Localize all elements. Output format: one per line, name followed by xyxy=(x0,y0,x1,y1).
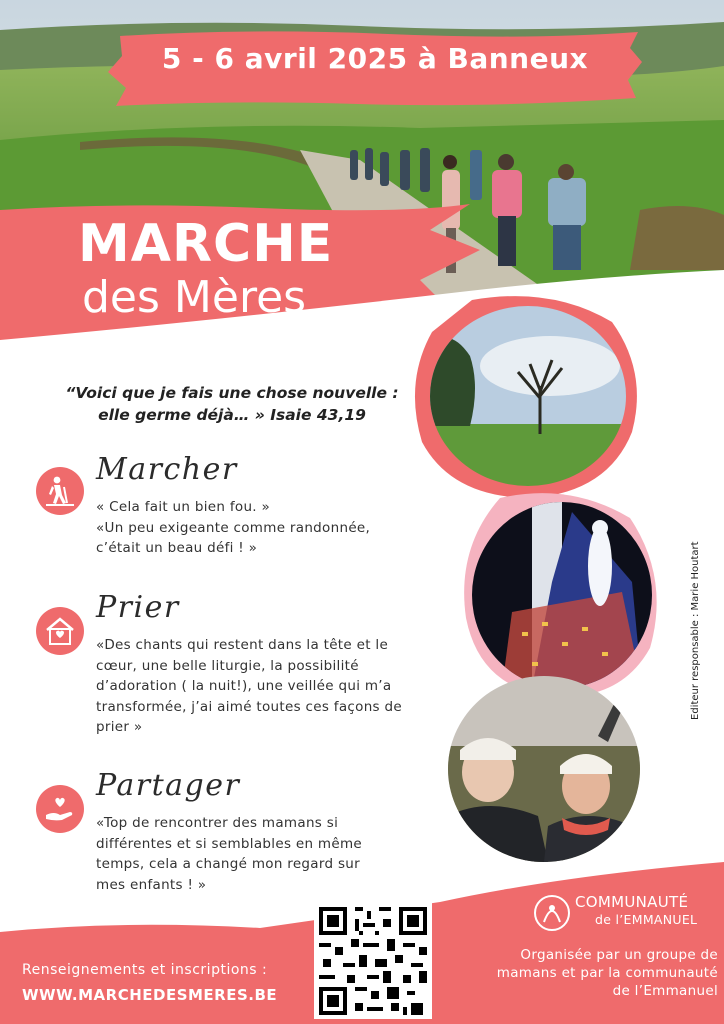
text-line: «Top de rencontrer des mamans si xyxy=(96,815,339,831)
house-heart-icon xyxy=(36,607,84,655)
text-line: transformée, j’ai aimé toutes ces façons de xyxy=(96,698,402,715)
organizer-line: mamans et par la communauté xyxy=(496,965,718,981)
text-line: d’adoration ( la nuit!), une veillée qui m’a xyxy=(96,678,392,694)
logo-text-emmanuel: de l’EMMANUEL xyxy=(595,912,698,927)
website-link[interactable]: WWW.MARCHEDESMERES.BE xyxy=(22,986,278,1004)
organizer-text xyxy=(468,946,718,1000)
title-main: MARCHE xyxy=(78,214,334,274)
photo-statue xyxy=(472,502,652,688)
section-title-marcher: Marcher xyxy=(96,452,238,487)
event-date-location: 5 - 6 avril 2025 à Banneux xyxy=(161,42,589,75)
quote-line-2: elle germe déjà… » Isaie 43,19 xyxy=(98,406,366,424)
photo-two-mothers xyxy=(448,676,640,862)
section-title-prier: Prier xyxy=(96,590,180,625)
logo-text-communaute: COMMUNAUTÉ xyxy=(575,893,689,911)
bible-quote xyxy=(32,382,432,426)
text-line: « Cela fait un bien fou. » xyxy=(96,499,271,515)
emmanuel-logo-icon xyxy=(532,892,572,934)
text-line: «Un peu exigeante comme randonnée, xyxy=(96,519,371,536)
quote-line-1: “Voici que je fais une chose nouvelle : xyxy=(65,384,399,402)
text-line: c’était un beau défi ! » xyxy=(96,540,258,556)
text-line: prier » xyxy=(96,719,143,735)
info-label: Renseignements et inscriptions : xyxy=(22,962,268,978)
hiker-icon xyxy=(36,467,84,515)
section-title-partager: Partager xyxy=(96,768,241,803)
organizer-line: Organisée par un groupe de xyxy=(520,947,718,963)
title-sub: des Mères xyxy=(82,272,307,323)
text-line: temps, cela a changé mon regard sur xyxy=(96,856,360,872)
organizer-line: de l’Emmanuel xyxy=(612,983,718,999)
editor-credit: Editeur responsable : Marie Houtart xyxy=(690,541,701,720)
section-text-prier xyxy=(96,635,456,738)
text-line: cœur, une belle liturgie, la possibilité xyxy=(96,657,359,674)
text-line: différentes et si semblables en même xyxy=(96,835,363,852)
photo-tree xyxy=(430,306,626,486)
text-line: «Des chants qui restent dans la tête et le xyxy=(96,637,389,653)
section-text-marcher xyxy=(96,497,456,559)
qr-code[interactable] xyxy=(314,903,432,1019)
hands-heart-icon xyxy=(36,785,84,833)
text-line: mes enfants ! » xyxy=(96,876,207,893)
